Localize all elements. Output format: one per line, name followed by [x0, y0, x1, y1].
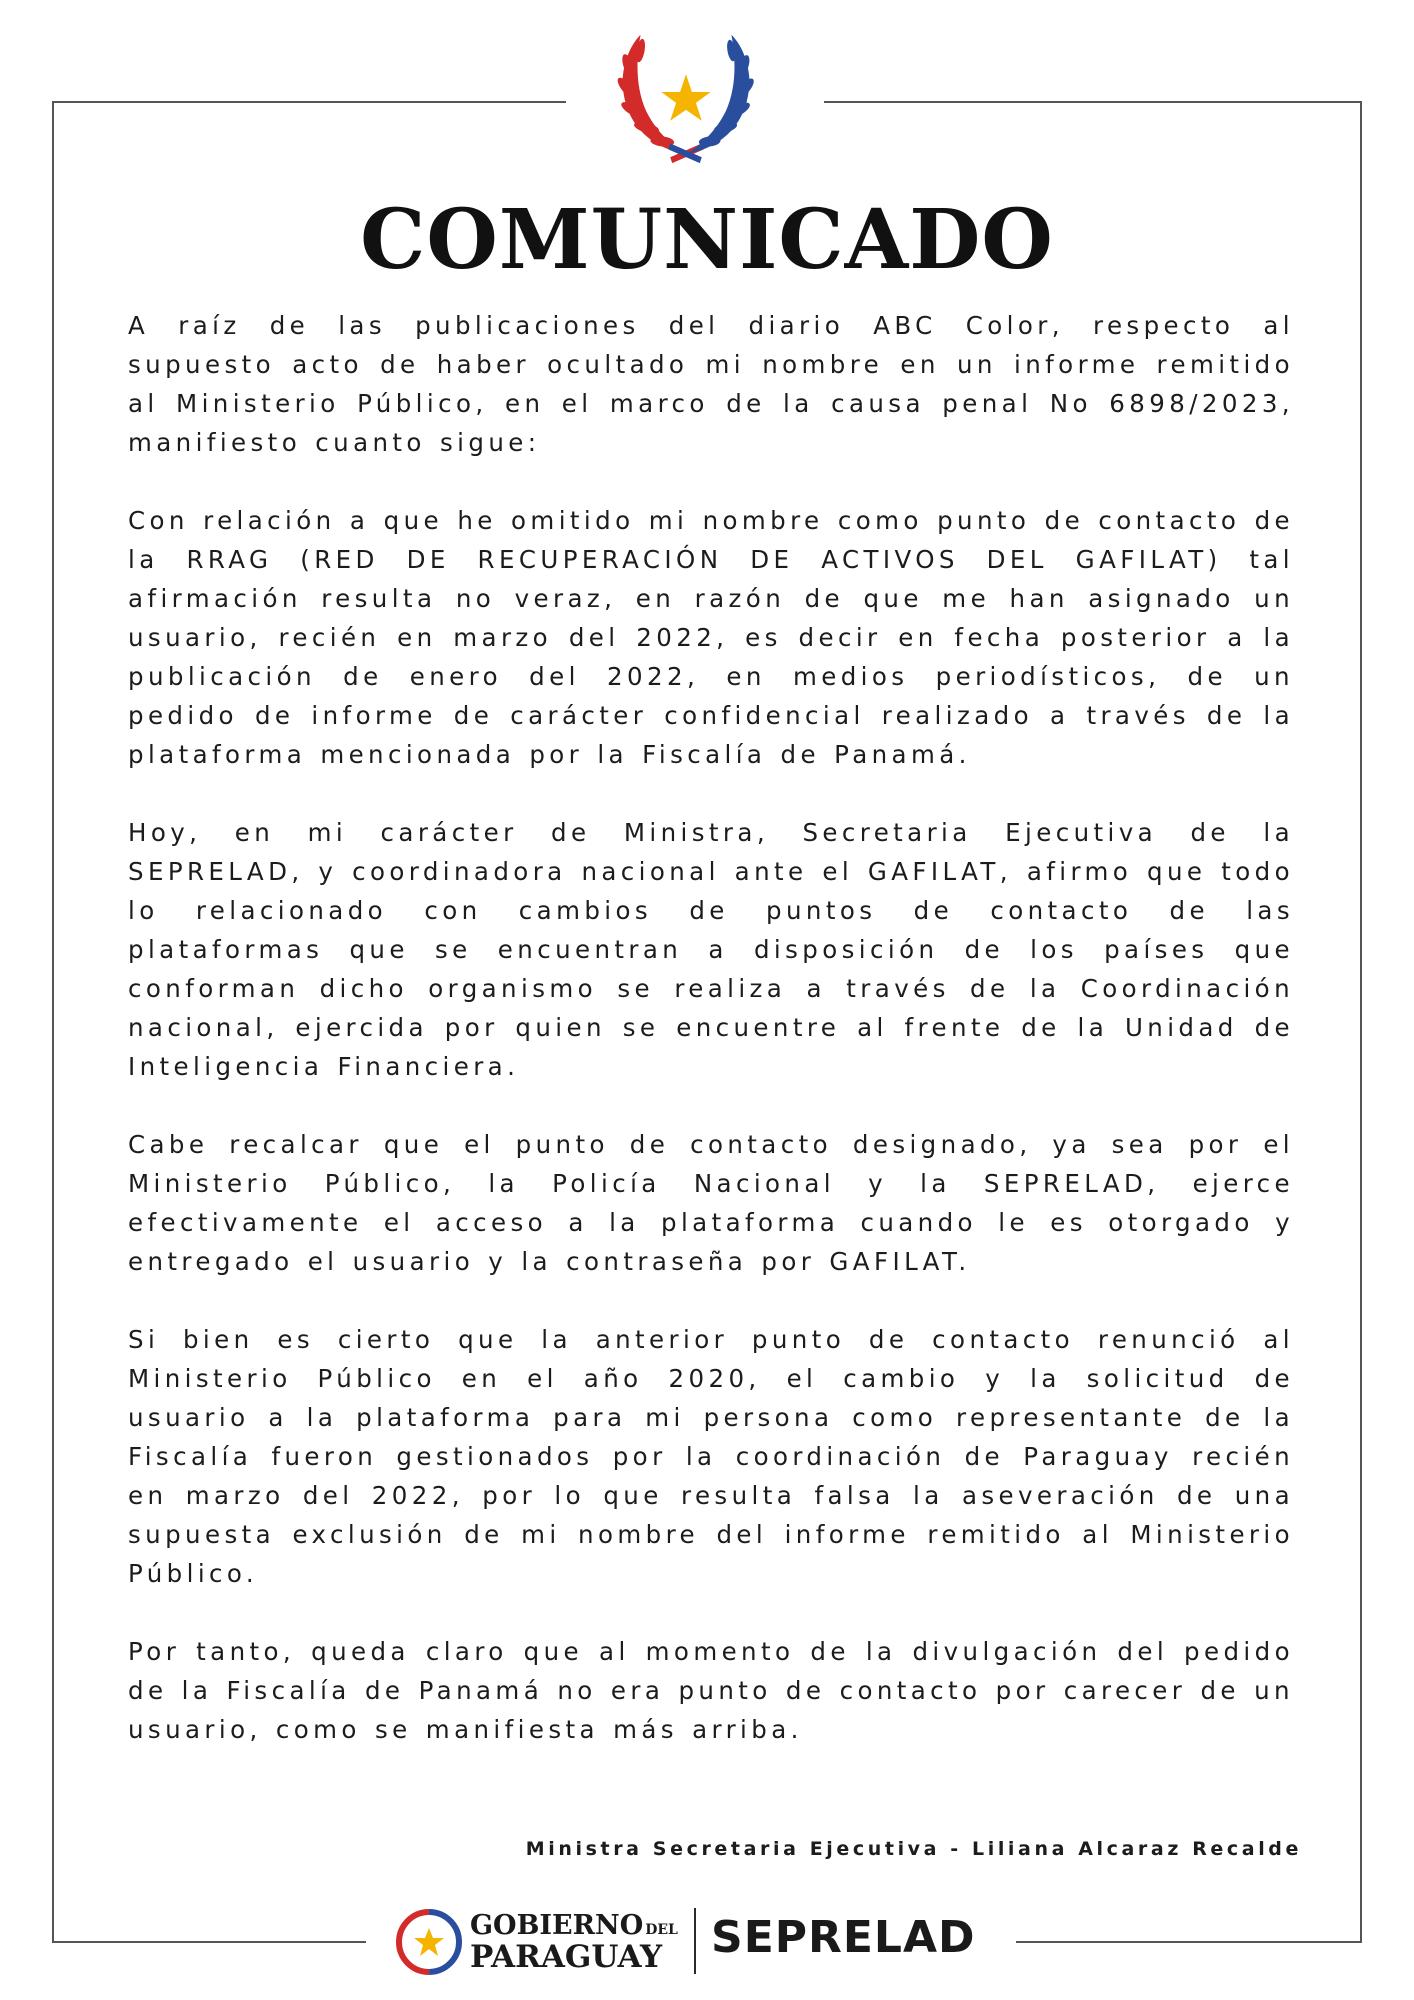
- paragraph-1: A raíz de las publicaciones del diario ABC Color, respecto al supuesto acto de haber ocultado mi nombre en un informe remitido al Ministerio Público, en el marco de la causa penal No 6898/2023, manifiesto cuanto sigue:: [128, 311, 1294, 457]
- frame-top-right: [824, 101, 1362, 103]
- frame-right: [1360, 101, 1362, 1943]
- paragraph-3: Hoy, en mi carácter de Ministra, Secretaria Ejecutiva de la SEPRELAD, y coordinadora nacional ante el GAFILAT, afirmo que todo lo relacionado con cambios de puntos de contacto de las plataformas que se encuentran a disposición de los países que conforman dicho organismo se realiza a través de la Coordinación nacional, ejercida por quien se encuentre al frente de la Unidad de Inteligencia Financiera.: [128, 818, 1294, 1081]
- gobierno-wordmark: [470, 1912, 678, 1973]
- paragraph-4: Cabe recalcar que el punto de contacto designado, ya sea por el Ministerio Público, la Policía Nacional y la SEPRELAD, ejerce efectivamente el acceso a la plataforma cuando le es otorgado y entregado el usuario y la contraseña por GAFILAT.: [128, 1130, 1294, 1276]
- paragraph-6: Por tanto, queda claro que al momento de la divulgación del pedido de la Fiscalía de Panamá no era punto de contacto por carecer de un usuario, como se manifiesta más arriba.: [128, 1637, 1294, 1744]
- paraguay-label: PARAGUAY: [470, 1939, 663, 1975]
- paragraph-2: Con relación a que he omitido mi nombre como punto de contacto de la RRAG (RED DE RECUPERACIÓN DE ACTIVOS DEL GAFILAT) tal afirmación resulta no veraz, en razón de que me han asignado un usuario, recién en marzo del 2022, es decir en fecha posterior a la publicación de enero del 2022, en medios periodísticos, de un pedido de informe de carácter confidencial realizado a través de la plataforma mencionada por la Fiscalía de Panamá.: [128, 506, 1294, 769]
- frame-bottom-right: [1016, 1941, 1362, 1943]
- government-emblem-icon: [394, 1908, 464, 1976]
- statement-body: [128, 306, 1294, 1788]
- frame-left: [52, 101, 54, 1943]
- footer-divider: [694, 1908, 696, 1974]
- frame-bottom-left: [52, 1941, 366, 1943]
- page-title: COMUNICADO: [360, 192, 1054, 288]
- paragraph-5: Si bien es cierto que la anterior punto de contacto renunció al Ministerio Público en el año 2020, el cambio y la solicitud de usuario a la plataforma para mi persona como representante de la Fiscalía fueron gestionados por la coordinación de Paraguay recién en marzo del 2022, por lo que resulta falsa la aseveración de una supuesta exclusión de mi nombre del informe remitido al Ministerio Público.: [128, 1325, 1294, 1588]
- frame-top-left: [52, 101, 566, 103]
- gobierno-label: GOBIERNO: [470, 1910, 644, 1941]
- signature-line: Ministra Secretaria Ejecutiva - Liliana Alcaraz Recalde: [525, 1838, 1302, 1860]
- gobierno-del-label: DEL: [645, 1922, 678, 1938]
- agency-wordmark: SEPRELAD: [711, 1912, 976, 1963]
- national-emblem-icon: [607, 26, 765, 166]
